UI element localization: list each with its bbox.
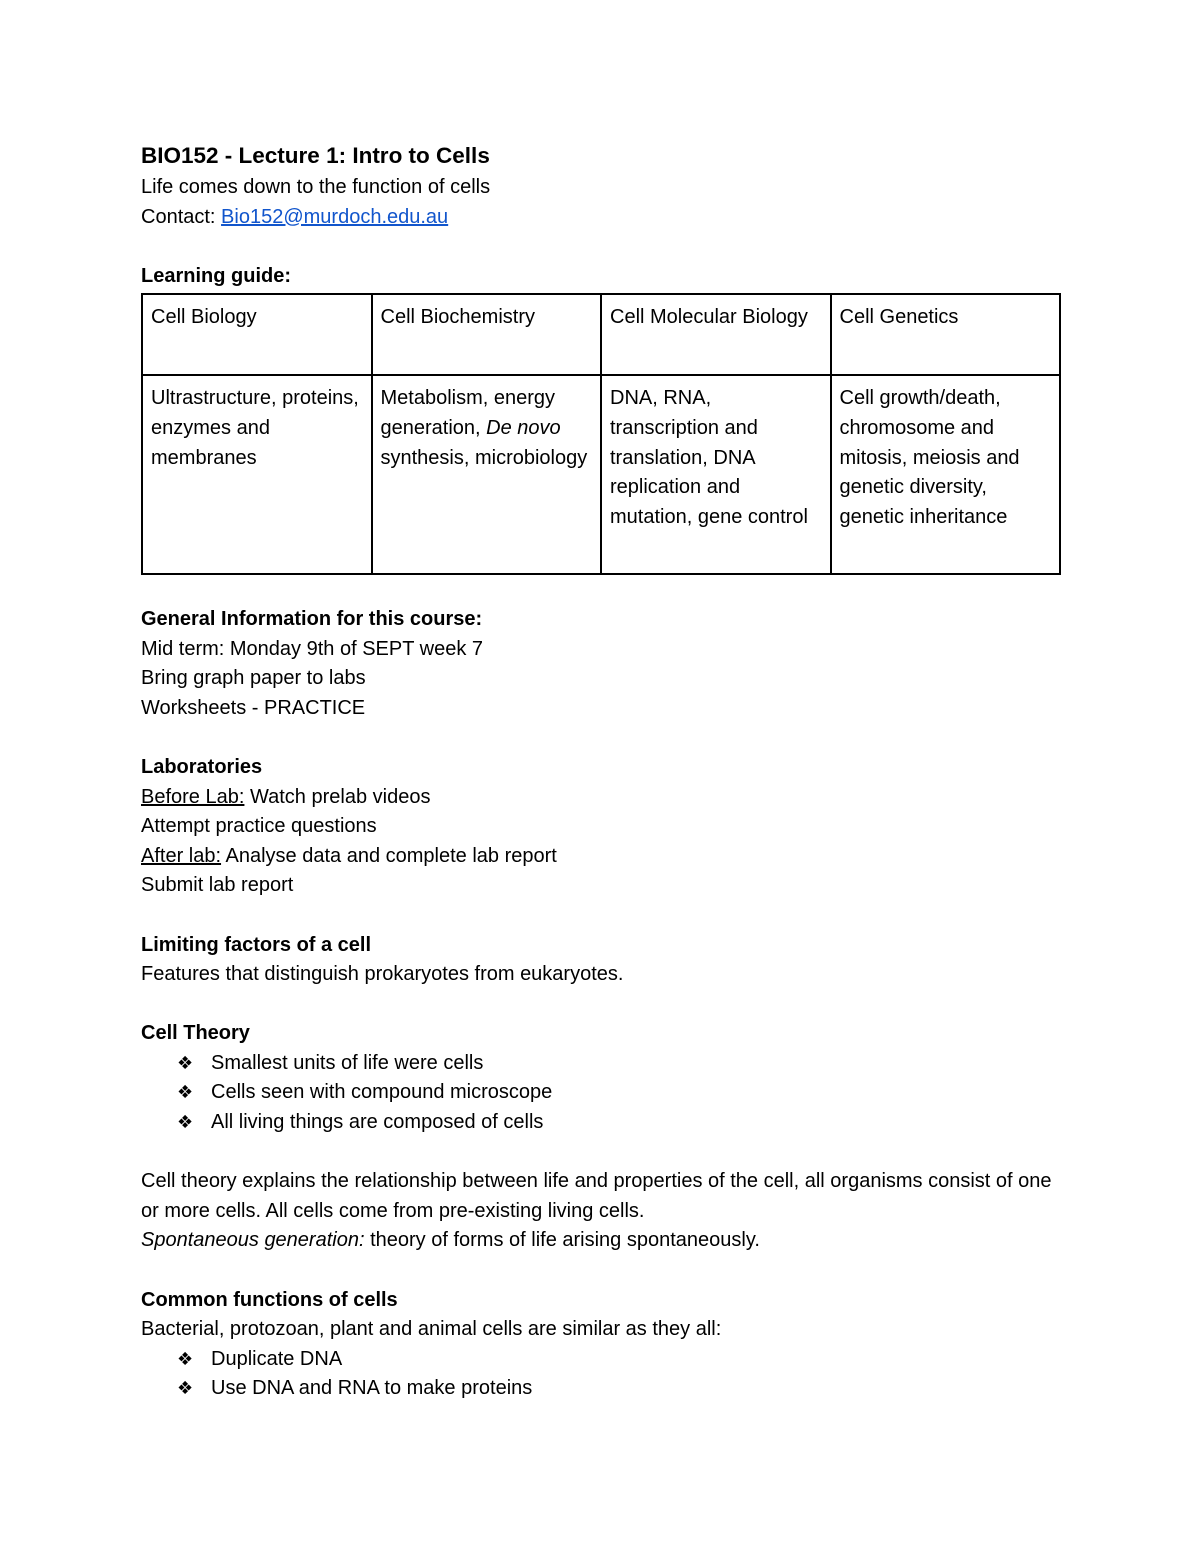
table-cell: Cell growth/death, chromosome and mitosis, meiosis and genetic diversity, genetic inheritance <box>831 375 1061 574</box>
contact-label: Contact: <box>141 205 222 228</box>
spacer <box>141 1256 1061 1286</box>
after-lab-line <box>141 842 1061 872</box>
table-header-row <box>142 294 1060 375</box>
table-header-cell: Cell Molecular Biology <box>601 294 831 375</box>
list-item <box>177 1049 1061 1079</box>
diamond-bullet-icon: ❖ <box>177 1112 194 1133</box>
diamond-bullet-icon: ❖ <box>177 1052 194 1073</box>
spacer <box>141 232 1061 262</box>
cell-italic-text: De novo <box>486 416 561 439</box>
spontaneous-generation-line <box>141 1226 1061 1256</box>
practice-line: Attempt practice questions <box>141 815 377 838</box>
submit-line: Submit lab report <box>141 874 294 897</box>
cell-theory-list <box>141 1049 1061 1138</box>
spacer <box>141 723 1061 753</box>
contact-email-link[interactable]: Bio152@murdoch.edu.au <box>221 205 449 228</box>
list-item-text: All living things are composed of cells <box>211 1111 544 1134</box>
table-cell: Ultrastructure, proteins, enzymes and membranes <box>142 375 372 574</box>
common-functions-list <box>141 1345 1061 1404</box>
list-item <box>177 1374 1061 1404</box>
list-item-text: Use DNA and RNA to make proteins <box>211 1377 533 1400</box>
cell-text: Metabolism, energy generation, <box>380 387 556 439</box>
table-cell <box>372 375 602 574</box>
table-row <box>142 375 1060 574</box>
table-cell: DNA, RNA, transcription and translation, DNA replication and mutation, gene control <box>601 375 831 574</box>
common-functions-heading: Common functions of cells <box>141 1288 398 1311</box>
spacer <box>141 1138 1061 1168</box>
learning-guide-heading: Learning guide: <box>141 264 291 287</box>
limiting-factors-text: Features that distinguish prokaryotes from eukaryotes. <box>141 963 624 986</box>
table-header-cell: Cell Biochemistry <box>372 294 602 375</box>
before-lab-text: Watch prelab videos <box>244 785 431 808</box>
laboratories-heading: Laboratories <box>141 755 263 778</box>
general-info-heading: General Information for this course: <box>141 607 483 630</box>
table-header-cell: Cell Biology <box>142 294 372 375</box>
list-item <box>177 1345 1061 1375</box>
general-line: Worksheets - PRACTICE <box>141 696 366 719</box>
diamond-bullet-icon: ❖ <box>177 1378 194 1399</box>
spacer <box>141 901 1061 931</box>
diamond-bullet-icon: ❖ <box>177 1082 194 1103</box>
common-functions-intro: Bacterial, protozoan, plant and animal cells are similar as they all: <box>141 1318 722 1341</box>
after-lab-label: After lab: <box>141 844 222 867</box>
general-line: Mid term: Monday 9th of SEPT week 7 <box>141 637 484 660</box>
after-lab-text: Analyse data and complete lab report <box>221 844 557 867</box>
cell-text: synthesis, microbiology <box>380 446 588 469</box>
list-item-text: Cells seen with compound microscope <box>211 1081 553 1104</box>
limiting-factors-heading: Limiting factors of a cell <box>141 933 372 956</box>
contact-line <box>141 203 1061 233</box>
cell-theory-heading: Cell Theory <box>141 1022 250 1045</box>
diamond-bullet-icon: ❖ <box>177 1348 194 1369</box>
subtitle: Life comes down to the function of cells <box>141 176 491 198</box>
spontaneous-generation-label: Spontaneous generation: <box>141 1229 365 1252</box>
spontaneous-generation-text: theory of forms of life arising spontaneously. <box>364 1229 760 1252</box>
list-item <box>177 1078 1061 1108</box>
learning-guide-table <box>141 293 1061 575</box>
table-header-cell: Cell Genetics <box>831 294 1061 375</box>
general-line: Bring graph paper to labs <box>141 667 366 690</box>
spacer <box>141 575 1061 605</box>
before-lab-line <box>141 783 1061 813</box>
list-item-text: Smallest units of life were cells <box>211 1051 484 1074</box>
list-item <box>177 1108 1061 1138</box>
list-item-text: Duplicate DNA <box>211 1347 343 1370</box>
spacer <box>141 990 1061 1020</box>
page-title: BIO152 - Lecture 1: Intro to Cells <box>141 143 490 168</box>
cell-theory-paragraph: Cell theory explains the relationship between life and properties of the cell, all organisms consist of one or more cells. All cells come from pre-existing living cells. <box>141 1170 1052 1222</box>
before-lab-label: Before Lab: <box>141 785 245 808</box>
document-page <box>141 141 1061 1404</box>
